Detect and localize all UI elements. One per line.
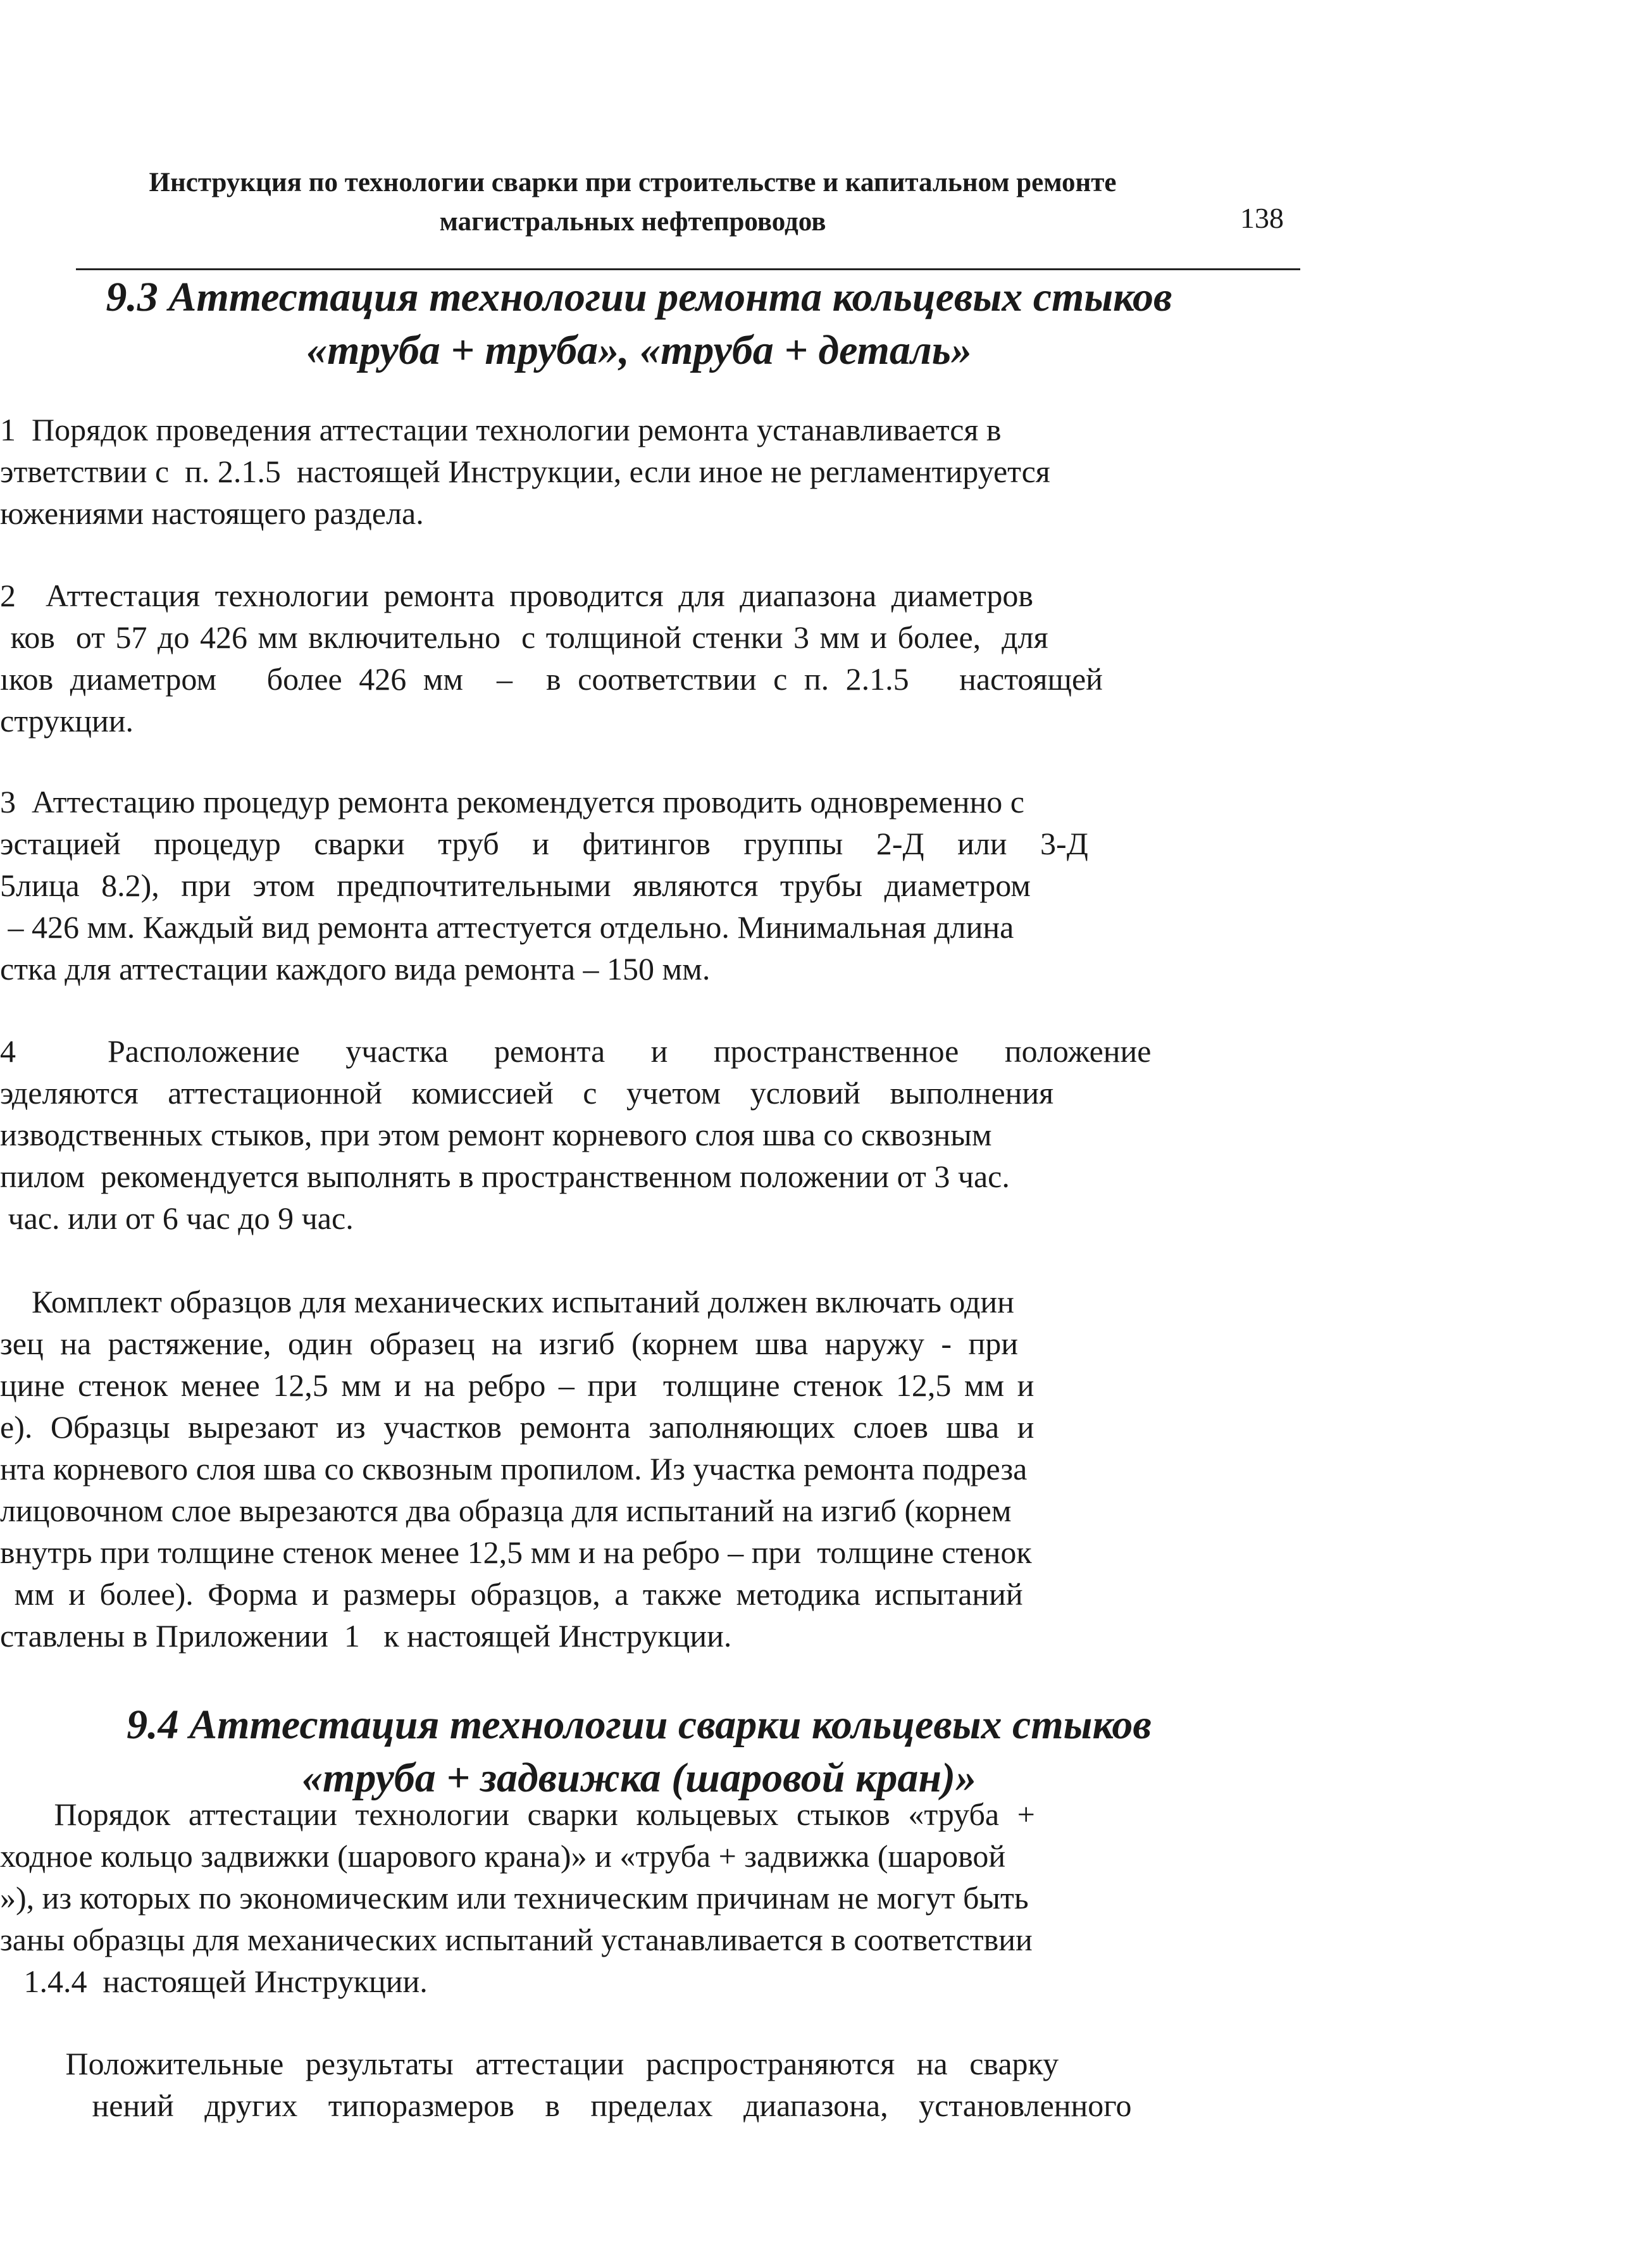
text-line: мм и более). Форма и размеры образцов, а также методика испытаний <box>0 1576 1023 1612</box>
text-line: 1.4.4 настоящей Инструкции. <box>0 1964 428 1999</box>
text-line: ков от 57 до 426 мм включительно с толщиной стенки 3 мм и более, для <box>0 620 1048 655</box>
text-line: 3 Аттестацию процедур ремонта рекомендуется проводить одновременно с <box>0 784 1024 819</box>
text-line: струкции. <box>0 703 134 738</box>
text-line: час. или от 6 час до 9 час. <box>0 1200 354 1236</box>
text-line: лицовочном слое вырезаются два образца для испытаний на изгиб (корнем <box>0 1493 1012 1528</box>
paragraph-9-3-5 <box>0 1281 1288 1657</box>
paragraph-9-4-2 <box>0 2043 1288 2126</box>
text-line: 2 Аттестация технологии ремонта проводится для диапазона диаметров <box>0 578 1034 613</box>
text-line: пилом рекомендуется выполнять в пространственном положении от 3 час. <box>0 1159 1010 1194</box>
text-line: эделяются аттестационной комиссией с учетом условий выполнения <box>0 1075 1054 1111</box>
text-line: »), из которых по экономическим или техническим причинам не могут быть <box>0 1880 1029 1916</box>
paragraph-9-3-4 <box>0 1030 1288 1239</box>
text-line: е). Образцы вырезают из участков ремонта заполняющих слоев шва и <box>0 1409 1034 1445</box>
text-line: – 426 мм. Каждый вид ремонта аттестуется отдельно. Минимальная длина <box>0 909 1014 945</box>
header-divider <box>76 268 1300 270</box>
section-9-4-title-line-1: 9.4 Аттестация технологии сварки кольцевых стыков <box>127 1702 1152 1748</box>
paragraph-9-3-1-end <box>0 492 1288 534</box>
text-line: южениями настоящего раздела. <box>0 495 424 531</box>
text-line: ıков диаметром более 426 мм – в соответствии с п. 2.1.5 настоящей <box>0 661 1103 697</box>
text-line: 4 Расположение участка ремонта и пространственное положение <box>0 1033 1152 1069</box>
text-line: этветствии с п. 2.1.5 настоящей Инструкции, если иное не регламентируется <box>0 454 1050 489</box>
section-9-3-title-line-1: 9.3 Аттестация технологии ремонта кольцевых стыков <box>106 274 1172 320</box>
text-line: стка для аттестации каждого вида ремонта – 150 мм. <box>0 951 711 987</box>
paragraph-9-4-1 <box>0 1793 1288 2002</box>
section-9-3-title-line-2: «труба + труба», «труба + деталь» <box>306 327 972 373</box>
paragraph-9-3-3 <box>0 781 1288 990</box>
text-line: Положительные результаты аттестации распространяются на сварку <box>0 2046 1059 2081</box>
text-line: заны образцы для механических испытаний устанавливается в соответствии <box>0 1922 1033 1957</box>
header-title-line-1: Инструкция по технологии сварки при строительстве и капитальном ремонте <box>149 168 1117 197</box>
paragraph-9-3-1 <box>0 409 1288 492</box>
text-line: Порядок аттестации технологии сварки кольцевых стыков «труба + <box>0 1797 1035 1832</box>
paragraph-9-3-2 <box>0 575 1288 742</box>
text-line: ставлены в Приложении 1 к настоящей Инструкции. <box>0 1618 732 1654</box>
text-line: ходное кольцо задвижки (шарового крана)» и «труба + задвижка (шаровой <box>0 1838 1006 1874</box>
text-line: цине стенок менее 12,5 мм и на ребро – при толщине стенок 12,5 мм и <box>0 1368 1034 1403</box>
text-line: Комплект образцов для механических испытаний должен включать один <box>0 1284 1014 1319</box>
text-line: 5лица 8.2), при этом предпочтительными являются трубы диаметром <box>0 868 1031 903</box>
text-line: нта корневого слоя шва со сквозным пропилом. Из участка ремонта подреза <box>0 1451 1028 1486</box>
header-title-line-2: магистральных нефтепроводов <box>439 207 826 237</box>
text-line: нений других типоразмеров в пределах диапазона, установленного <box>0 2088 1132 2123</box>
text-line: зец на растяжение, один образец на изгиб (корнем шва наружу - при <box>0 1326 1019 1361</box>
text-line: изводственных стыков, при этом ремонт корневого слоя шва со сквозным <box>0 1117 992 1152</box>
section-9-3-title <box>38 271 1240 377</box>
section-9-4-title-line-2: «труба + задвижка (шаровой кран)» <box>302 1755 976 1801</box>
page-number: 138 <box>1240 202 1284 234</box>
text-line: эстацией процедур сварки труб и фитингов группы 2-Д или 3-Д <box>0 826 1088 861</box>
section-9-4-title <box>38 1698 1240 1805</box>
running-header <box>51 163 1215 242</box>
text-line: внутрь при толщине стенок менее 12,5 мм и на ребро – при толщине стенок <box>0 1535 1032 1570</box>
text-line: 1 Порядок проведения аттестации технологии ремонта устанавливается в <box>0 412 1002 447</box>
